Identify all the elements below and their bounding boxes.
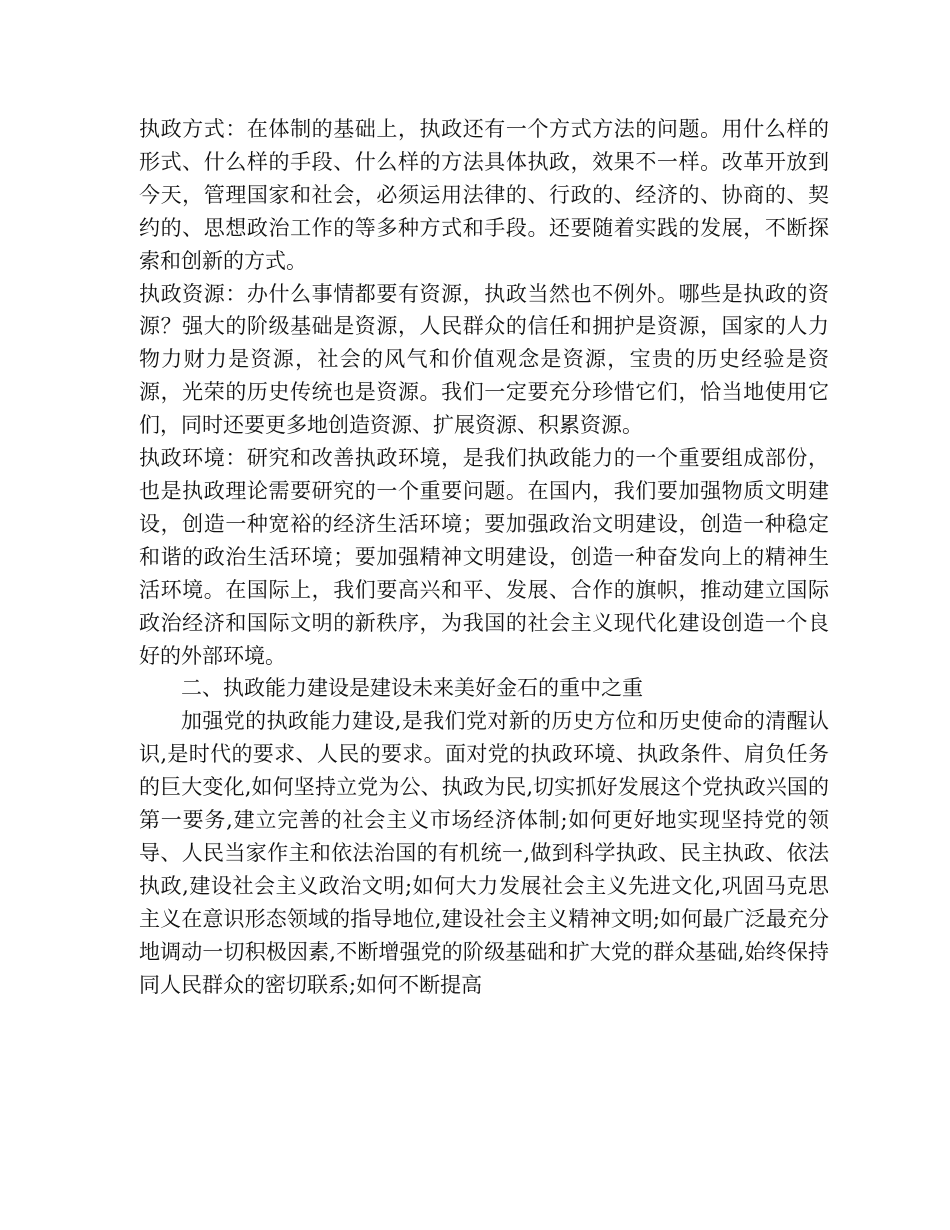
section-heading: 二、执政能力建设是建设未来美好金石的重中之重 bbox=[181, 676, 643, 701]
paragraph-governing-resources: 执政资源：办什么事情都要有资源，执政当然也不例外。哪些是执政的资源？强大的阶级基础是资源，人民群众的信任和拥护是资源，国家的人力物力财力是资源，社会的风气和价值观念是资源，宝贵的历史经验是资源，光荣的历史传统也是资源。我们一定要充分珍惜它们，恰当地使用它们，同时还要更多地创造资源、扩展资源、积累资源。 bbox=[139, 281, 829, 438]
paragraph-governing-environment: 执政环境：研究和改善执政环境，是我们执政能力的一个重要组成部份，也是执政理论需要研究的一个重要问题。在国内，我们要加强物质文明建设，创造一种宽裕的经济生活环境；要加强政治文明建设，创造一种稳定和谐的政治生活环境；要加强精神文明建设，创造一种奋发向上的精神生活环境。在国际上，我们要高兴和平、发展、合作的旗帜，推动建立国际政治经济和国际文明的新秩序，为我国的社会主义现代化建设创造一个良好的外部环境。 bbox=[139, 446, 829, 668]
paragraph-capacity-building: 加强党的执政能力建设,是我们党对新的历史方位和历史使命的清醒认识,是时代的要求、人民的要求。面对党的执政环境、执政条件、肩负任务的巨大变化,如何坚持立党为公、执政为民,切实抓好发展这个党执政兴国的第一要务,建立完善的社会主义市场经济体制;如何更好地实现坚持党的领导、人民当家作主和依法治国的有机统一,做到科学执政、民主执政、依法执政,建设社会主义政治文明;如何大力发展社会主义先进文化,巩固马克思主义在意识形态领域的指导地位,建设社会主义精神文明;如何最广泛最充分地调动一切积极因素,不断增强党的阶级基础和扩大党的群众基础,始终保持同人民群众的密切联系;如何不断提高 bbox=[139, 709, 829, 997]
paragraph-governing-methods: 执政方式：在体制的基础上，执政还有一个方式方法的问题。用什么样的形式、什么样的手段、什么样的方法具体执政，效果不一样。改革开放到今天，管理国家和社会，必须运用法律的、行政的、经济的、协商的、契约的、思想政治工作的等多种方式和手段。还要随着实践的发展，不断探索和创新的方式。 bbox=[139, 117, 829, 273]
document-body bbox=[139, 113, 829, 1001]
